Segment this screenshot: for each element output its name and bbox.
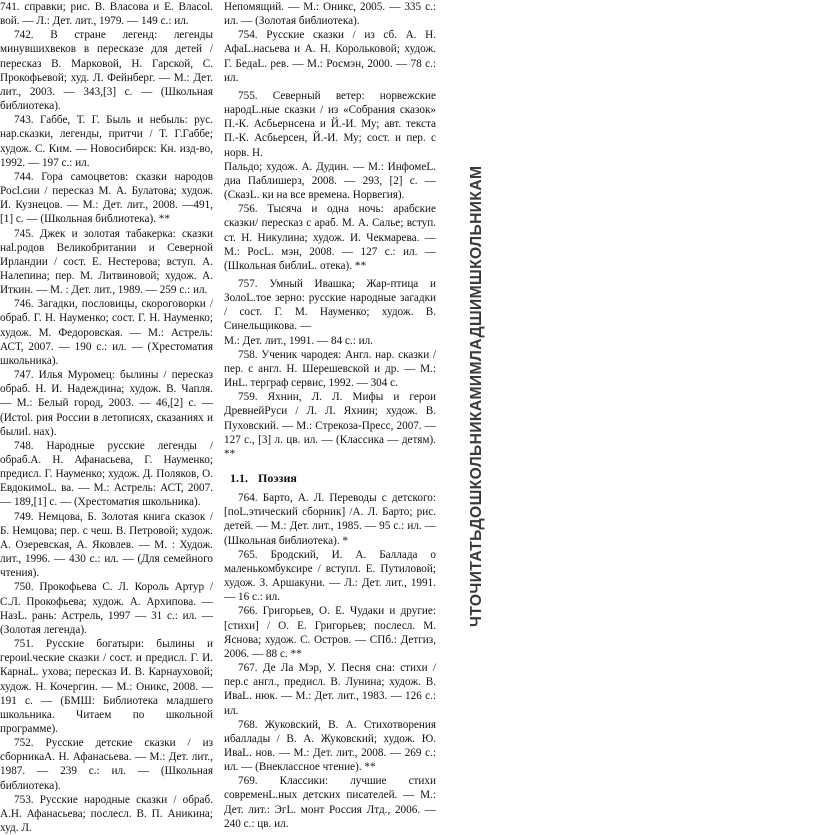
bibliography-entry: 757. Умный Ивашка; Жар-птица и ЗолоL.тое зерно: русские народные загадки / сост. Г. М. Науменко; худож. В. Синельщикова. — xyxy=(224,277,436,333)
bibliography-entry: Пальдо; худож. А. Дудин. — М.: ИнфомеL. диа Паблишерз, 2008. — 293, [2] с. — (СказL. ки на все времена. Норвегия). xyxy=(224,160,436,202)
bibliography-entry: 750. Прокофьева С. Л. Король Артур / С.Л. Прокофьева; худож. А. Архипова. — НазL. рань: Астрель, 1997 — 31 с.: ил. — (Золотая легенда). xyxy=(0,581,213,636)
bibliography-entry: 745. Джек и золотая табакерка: сказки наl.родов Великобритании и Северной Ирландии / сост. Е. Нестерова; вступ. А. Налепина; пер. М. Литвиновой; худож. А. Иткин. — М. : Дет. лит., 1989. — 259 с.: ил. xyxy=(0,227,213,297)
bibliography-entry: 767. Де Ла Мэр, У. Песня сна: стихи / пер.с англ., предисл. В. Лунина; худож. В. ИваL. нюк. — М.: Дет. лит., 1983. — 126 с.: ил. xyxy=(224,662,436,717)
left-column xyxy=(0,0,213,835)
side-banner-area xyxy=(448,0,488,627)
bibliography-entry: 741. справки; рис. В. Власова и Е. Власоl. вой. — Л.: Дет. лит., 1979. — 149 с.: ил. xyxy=(0,1,213,28)
bibliography-entry: 754. Русские сказки / из сб. А. Н. АфаL.насьева и А. Н. Корольковой; худож. Г. БедаL. рев. — М.: Росмэн, 2000. — 78 с.: ил. xyxy=(224,29,436,84)
section-number: 1.1. xyxy=(230,471,248,485)
bibliography-entry: 748. Народные русские легенды / обраб.А. Н. Афанасьева, Г. Науменко; предисл. Г. Науменко; худож. Д. Поляков, О. ЕвдокимоL. ва. — М.: Астрель: АСТ, 2007. — 189,[1] с. — (Хрестоматия школьника). xyxy=(0,439,213,509)
bibliography-entry: 756. Тысяча и одна ночь: арабские сказки/ пересказ с араб. М. А. Салье; вступ. ст. Н. Никулина; худож. И. Чекмарева. — М.: РосL. мэн, 2008. — 127 с.: ил. — (Школьная библиL. отека). ** xyxy=(224,203,436,272)
bibliography-entry: Непомящий. — М.: Оникс, 2005. — 335 с.: ил. — (Золотая библиотека). xyxy=(224,1,436,28)
side-banner: ЧТОЧИТАТЬДОШКОЛЬНИКАМИМЛАДШИМШКОЛЬНИКАМ xyxy=(468,165,485,627)
poetry-entries xyxy=(224,491,436,831)
bibliography-entry: 747. Илья Муромец: былины / пересказ обраб. Н. И. Надеждина; худож. В. Чапля. — М.: Белый город, 2003. — 46,[2] с. — (Истоl. рия России в летописях, сказаниях и былиl. нах). xyxy=(0,369,213,438)
bibliography-entry: 764. Барто, А. Л. Переводы с детского: [поL.этический сборник] /А. Л. Барто; рис. детей. — М.: Дет. лит., 1985. — 95 с.: ил. — (Школьная библиотека). * xyxy=(224,492,436,547)
middle-column-entries xyxy=(224,0,436,461)
bibliography-entry: 743. Габбе, Т. Г. Быль и небыль: рус. нар.сказки, легенды, притчи / Т. Г.Габбе; худож. С. Ким. — Новосибирск: Кн. изд-во, 1992. — 197 с.: ил. xyxy=(0,114,213,169)
bibliography-entry: 751. Русские богатыри: былины и героиl.ческие сказки / сост. и предисл. Г. И. КарнаL. ухова; пересказ И. В. Карнауховой; худож. Н. Кочергин. — М.: Оникс, 2008. — 191 с. — (БМШ: Библиотека младшего школьника. Читаем по школьной программе). xyxy=(0,638,213,735)
bibliography-entry: 749. Немцова, Б. Золотая книга сказок / Б. Немцова; пер. с чеш. В. Петровой; худож. А. Озеревская, А. Яковлев. — М. : Худож. лит., 1996. — 430 с.: ил. — (Для семейного чтения). xyxy=(0,510,213,580)
bibliography-entry: 768. Жуковский, В. А. Стихотворения ибаллады / В. А. Жуковский; худож. Ю. ИваL. нов. — М.: Дет. лит., 2008. — 269 с.: ил. — (Внеклассное чтение). ** xyxy=(224,718,436,774)
bibliography-entry: 766. Григорьев, О. Е. Чудаки и другие: [стихи] / О. Е. Григорьев; послесл. М. Яснова; худож. С. Остров. — СПб.: Детгиз, 2006. — 88 с. ** xyxy=(224,605,436,660)
bibliography-entry: 758. Ученик чародея: Англ. нар. сказки /пер. с англ. Н. Шерешевской и др. — М.: ИнL. терграф сервис, 1992. — 304 с. xyxy=(224,348,436,390)
bibliography-entry: 755. Северный ветер: норвежские народL.ные сказки / из «Собрания сказок» П.-К. Асбьернсена и Й.-И. Му; авт. текста П.-К. Асбьерсен, Й.-И. Му; сост. и пер. с норв. Н. xyxy=(224,89,436,159)
bibliography-entry: 752. Русские детские сказки / из сборникаА. Н. Афанасьева. — М.: Дет. лит., 1987. — 239 с.: ил. — (Школьная библиотека). xyxy=(0,737,213,792)
middle-column xyxy=(224,0,436,831)
bibliography-entry: М.: Дет. лит., 1991. — 84 с.: ил. xyxy=(224,334,374,347)
bibliography-entry: 769. Классики: лучшие стихи современL.ных детских писателей. — М.: Дет. лит.: ЭгL. монт Россия Лтд., 2006. — 240 с.: цв. ил. xyxy=(224,775,436,830)
bibliography-entry: 753. Русские народные сказки / обраб. А.Н. Афанасьева; послесл. В. П. Аникина; худ. Л. xyxy=(0,793,213,835)
bibliography-entry: 742. В стране легенд: легенды минувшихвеков в пересказе для детей / пересказ В. Марковой, Н. Гарской, С. Прокофьевой; худ. Л. Фейнберг. — М.: Дет. лит., 2003. — 343,[3] с. — (Школьная библиотека). xyxy=(0,29,213,113)
bibliography-entry: 746. Загадки, пословицы, скороговорки /обраб. Г. Н. Науменко; сост. Г. Н. Науменко; худож. М. Федоровская. — М.: Астрель: АСТ, 2007. — 190 с.: ил. — (Хрестоматия школьника). xyxy=(0,298,213,367)
bibliography-entry: 744. Гора самоцветов: сказки народов Росl.сии / пересказ М. А. Булатова; худож. И. Кузнецов. — М.: Дет. лит., 2008. —491, [1] с. — (Школьная библиотека). ** xyxy=(0,170,213,226)
bibliography-entry: 765. Бродский, И. А. Баллада о маленькомбуксире / вступл. Е. Путиловой; худож. З. Аршакуни. — Л.: Дет. лит., 1991. — 16 с.: ил. xyxy=(224,548,436,604)
bibliography-entry: 759. Яхнин, Л. Л. Мифы и герои ДревнейРуси / Л. Л. Яхнин; худож. В. Пуховский. — М.: Стрекоза-Пресс, 2007. — 127 с., [3] л. цв. ил. — (Классика — детям). ** xyxy=(224,391,436,460)
section-heading xyxy=(224,471,436,485)
section-title: Поэзия xyxy=(258,471,297,485)
